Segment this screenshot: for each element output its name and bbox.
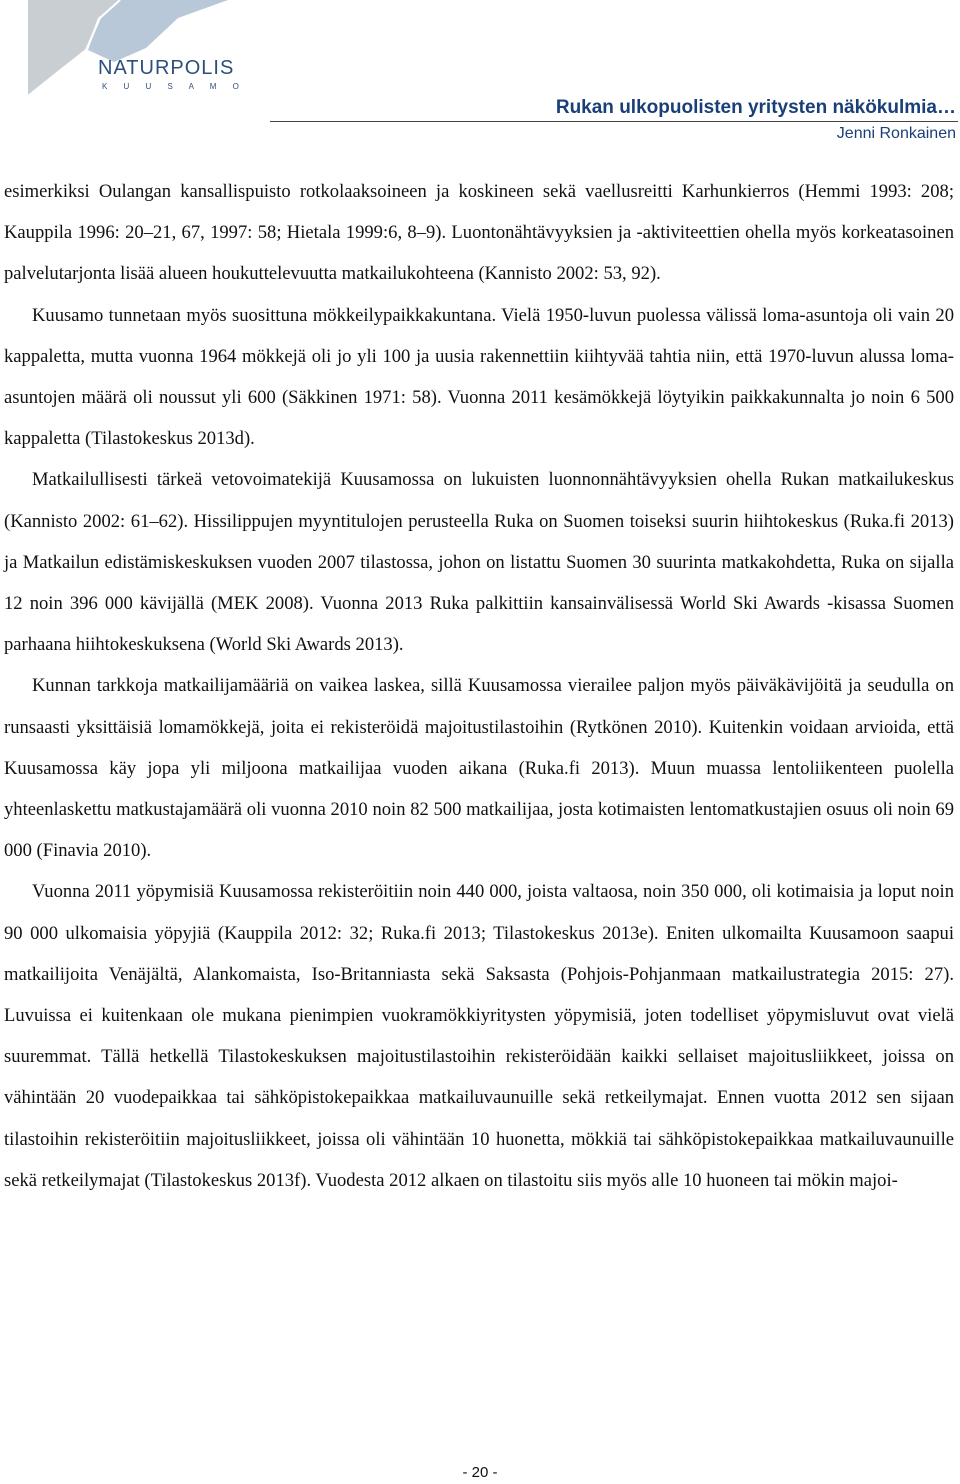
paragraph: esimerkiksi Oulangan kansallispuisto rotkolaaksoineen ja koskineen sekä vaellusreitti Karhunkierros (Hemmi 1993: 208; Kauppila 1996: 20–21, 67, 1997: 58; Hietala 1999:6, 8–9). Luontonähtävyyksien ja -aktiviteettien ohella myös korkeatasoinen palvelutarjonta lisää alueen houkuttelevuutta matkailukohteena (Kannisto 2002: 53, 92). <box>4 181 954 285</box>
running-header-author: Jenni Ronkainen <box>836 125 956 142</box>
paragraph: Matkailullisesti tärkeä vetovoimatekijä Kuusamossa on lukuisten luonnonnähtävyyksien ohella Rukan matkailukeskus (Kannisto 2002: 61–62). Hissilippujen myyntitulojen perusteella Ruka on Suomen toiseksi suurin hiihtokeskus (Ruka.fi 2013) ja Matkailun edistämiskeskuksen vuoden 2007 tilastossa, johon on listattu Suomen 30 suurinta matkakohdetta, Ruka on sijalla 12 noin 396 000 kävijällä (MEK 2008). Vuonna 2013 Ruka palkittiin kansainvälisessä World Ski Awards -kisassa Suomen parhaana hiihtokeskuksena (World Ski Awards 2013). <box>4 469 954 656</box>
paragraph: Kunnan tarkkoja matkailijamääriä on vaikea laskea, sillä Kuusamossa vierailee paljon myös päiväkävijöitä ja seudulla on runsaasti yksittäisiä lomamökkejä, joita ei rekisteröidä majoitustilastoihin (Rytkönen 2010). Kuitenkin voidaan arvioida, että Kuusamossa käy jopa yli miljoona matkailijaa vuoden aikana (Ruka.fi 2013). Muun muassa lentoliikenteen puolella yhteenlaskettu matkustajamäärä oli vuonna 2010 noin 82 500 matkailijaa, josta kotimaisten lentomatkustajien osuus oli noin 69 000 (Finavia 2010). <box>4 675 954 862</box>
body-text <box>4 171 954 1201</box>
logo-subtitle: K U U S A M O <box>102 82 246 91</box>
page-number: - 20 - <box>462 1464 498 1481</box>
running-header-title: Rukan ulkopuolisten yritysten näkökulmia… <box>555 97 956 118</box>
paragraph: Vuonna 2011 yöpymisiä Kuusamossa rekisteröitiin noin 440 000, joista valtaosa, noin 350 000, oli kotimaisia ja loput noin 90 000 ulkomaisia yöpyjiä (Kauppila 2012: 32; Ruka.fi 2013; Tilastokeskus 2013e). Eniten ulkomailta Kuusamoon saapui matkailijoita Venäjältä, Alankomaista, Iso-Britanniasta sekä Saksasta (Pohjois-Pohjanmaan matkailustrategia 2015: 27). Luvuissa ei kuitenkaan ole mukana pienimpien vuokramökkiyritysten yöpymisiä, joten todelliset yöpymisluvut ovat vielä suuremmat. Tällä hetkellä Tilastokeskuksen majoitustilastoihin rekisteröidään kaikki sellaiset majoitusliikkeet, joissa on vähintään 20 vuodepaikkaa tai sähköpistokepaikkaa matkailuvaunuille sekä retkeilymajat. Ennen vuotta 2012 sen sijaan tilastoihin rekisteröitiin majoitusliikkeet, joissa oli vähintään 10 huonetta, mökkiä tai sähköpistokepaikkaa matkailuvaunuille sekä retkeilymajat (Tilastokeskus 2013f). Vuodesta 2012 alkaen on tilastoitu siis myös alle 10 huoneen tai mökin majoi- <box>4 881 954 1191</box>
header-rule <box>270 121 958 122</box>
paragraph: Kuusamo tunnetaan myös suosittuna mökkeilypaikkakuntana. Vielä 1950-luvun puolessa välissä loma-asuntoja oli vain 20 kappaletta, mutta vuonna 1964 mökkejä oli jo yli 100 ja uusia rakennettiin kiihtyvää tahtia niin, että 1970-luvun alussa loma-asuntojen määrä oli noussut yli 600 (Säkkinen 1971: 58). Vuonna 2011 kesämökkejä löytyikin paikkakunnalta jo noin 6 500 kappaletta (Tilastokeskus 2013d). <box>4 304 954 450</box>
naturpolis-logo <box>28 0 268 100</box>
logo-wordmark: NATURPOLIS <box>98 57 235 79</box>
